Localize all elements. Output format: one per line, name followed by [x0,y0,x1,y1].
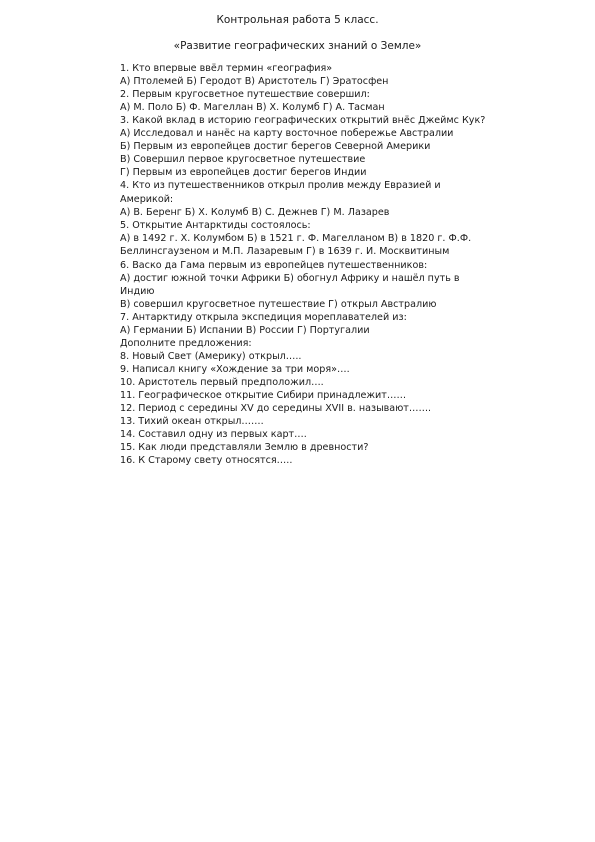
answer-line: В) совершил кругосветное путешествие Г) открыл Австралию [120,299,437,310]
question-line: 14. Составил одну из первых карт…. [120,429,307,440]
answer-line: Индию [120,286,155,297]
question-line: 15. Как люди представляли Землю в древности? [120,442,369,453]
question-line: 7. Антарктиду открыла экспедиция мореплавателей из: [120,312,407,323]
question-line: 8. Новый Свет (Америку) открыл….. [120,351,302,362]
answer-line: Б) Первым из европейцев достиг берегов Северной Америки [120,141,431,152]
question-line: 11. Географическое открытие Сибири принадлежит…… [120,390,407,401]
answer-line: А) достиг южной точки Африки Б) обогнул Африку и нашёл путь в [120,273,460,284]
question-line: 3. Какой вклад в историю географических открытий внёс Джеймс Кук? [120,115,486,126]
question-line: 5. Открытие Антарктиды состоялось: [120,220,311,231]
question-line: 12. Период с середины XV до середины XVII в. называют……. [120,403,432,414]
question-line: 4. Кто из путешественников открыл пролив между Евразией и [120,180,441,191]
document-subtitle: «Развитие географических знаний о Земле» [173,40,422,52]
answer-line: А) В. Беренг Б) Х. Колумб В) С. Дежнев Г) М. Лазарев [120,207,390,218]
question-line: 6. Васко да Гама первым из европейцев путешественников: [120,260,428,271]
question-line: 2. Первым кругосветное путешествие совершил: [120,89,370,100]
question-line: 16. К Старому свету относятся….. [120,455,293,466]
question-line: Америкой: [120,194,174,205]
answer-line: А) М. Поло Б) Ф. Магеллан В) Х. Колумб Г) А. Тасман [120,102,385,113]
question-line: 9. Написал книгу «Хождение за три моря»…. [120,364,350,375]
document-title: Контрольная работа 5 класс. [216,14,379,26]
answer-line: А) Исследовал и нанёс на карту восточное побережье Австралии [120,128,454,139]
answer-line: А) Птолемей Б) Геродот В) Аристотель Г) Эратосфен [120,76,389,87]
answer-line: А) Германии Б) Испании В) России Г) Португалии [120,325,370,336]
answer-line: Беллинсгаузеном и М.П. Лазаревым Г) в 1639 г. И. Москвитиным [120,246,450,257]
question-line: 1. Кто впервые ввёл термин «география» [120,63,333,74]
question-line: 13. Тихий океан открыл……. [120,416,264,427]
answer-line: Г) Первым из европейцев достиг берегов Индии [120,167,367,178]
answer-line: В) Совершил первое кругосветное путешествие [120,154,366,165]
answer-line: А) в 1492 г. Х. Колумбом Б) в 1521 г. Ф. Магелланом В) в 1820 г. Ф.Ф. [120,233,472,244]
section-heading: Дополните предложения: [120,338,252,349]
question-line: 10. Аристотель первый предположил…. [120,377,324,388]
